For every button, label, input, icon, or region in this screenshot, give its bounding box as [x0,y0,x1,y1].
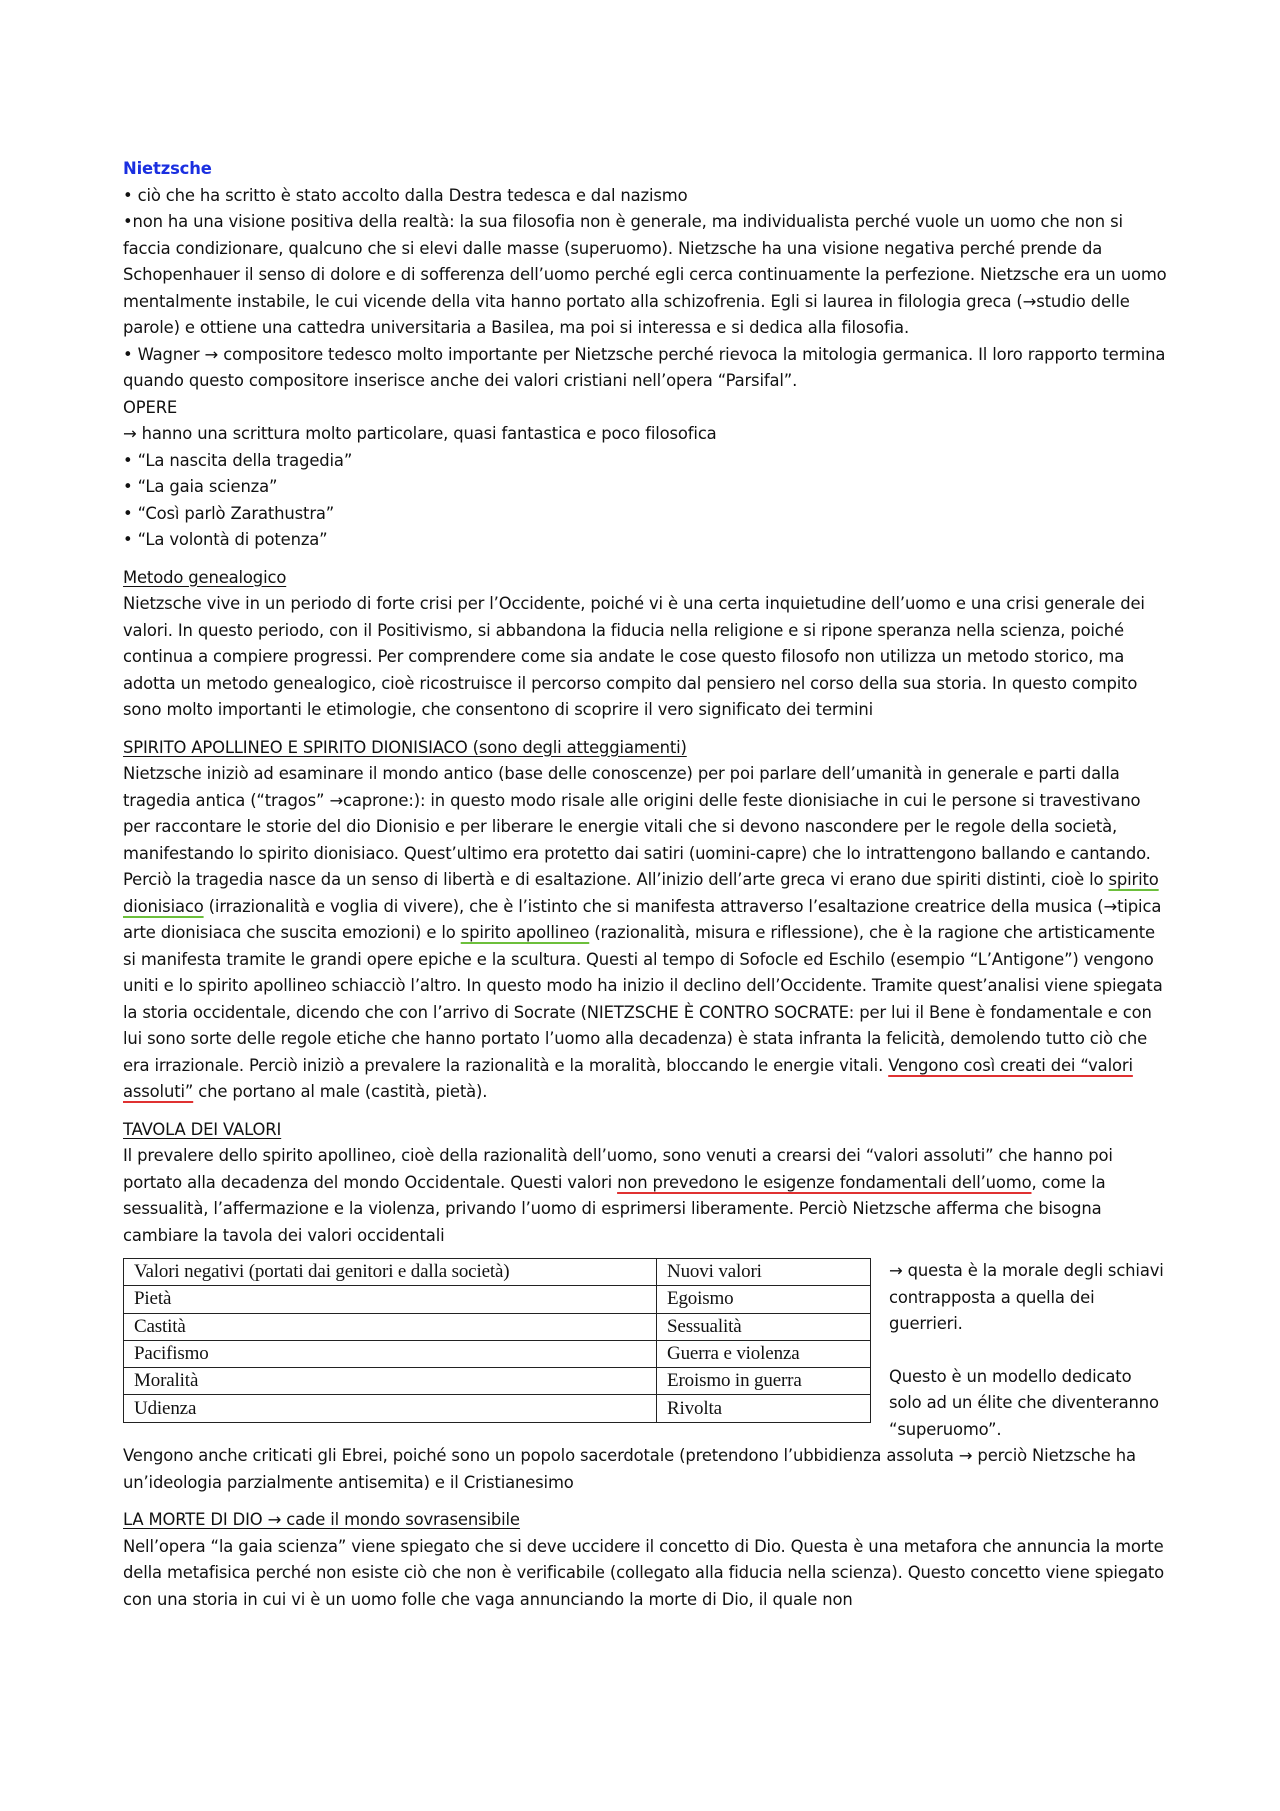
section-heading-morte: LA MORTE DI DIO → cade il mondo sovrasensibile [123,1510,520,1529]
values-table-block [123,1258,1168,1443]
values-table [123,1258,871,1423]
section-heading-spirito: SPIRITO APOLLINEO E SPIRITO DIONISIACO (sono degli atteggiamenti) [123,737,687,757]
table-side-note [889,1258,1168,1443]
table-header-row [124,1259,871,1286]
text-run: (irrazionalità e voglia di vivere), che è l’istinto che si manifesta attraverso l’esaltazione creatrice della musica (→tipica arte dionisiaca che suscita emozioni) e lo [123,896,1162,942]
text-run: , come la sessualità, l’affermazione e la violenza, privando l’uomo di esprimersi liberamente. Perciò Nietzsche afferma che bisogna cambiare la tavola dei valori occidentali [123,1172,1106,1245]
tavola-after-paragraph: Vengono anche criticati gli Ebrei, poiché sono un popolo sacerdotale (pretendono l’ubbidienza assoluta → perciò Nietzsche ha un’ideologia parzialmente antisemita) e il Cristianesimo [123,1446,1136,1492]
table-cell: Guerra e violenza [657,1340,871,1367]
intro-bullet-3: • Wagner → compositore tedesco molto importante per Nietzsche perché rievoca la mitologia germanica. Il loro rapporto termina quando questo compositore inserisce anche dei valori cristiani nell’opera “Parsifal”. [123,344,1166,390]
intro-bullet-1: • ciò che ha scritto è stato accolto dalla Destra tedesca e dal nazismo [123,185,688,205]
table-cell: Egoismo [657,1286,871,1313]
side-note-superuomo: Questo è un modello dedicato solo ad un élite che diventeranno “superuomo”. [889,1366,1159,1439]
text-run: Il prevalere dello spirito apollineo, cioè della razionalità dell’uomo, sono venuti a crearsi dei “valori assoluti” che hanno poi portato alla decadenza del mondo Occidentale. Questi valori [123,1146,1113,1192]
opere-item: • “La volontà di potenza” [123,530,328,549]
table-cell: Pacifismo [124,1340,657,1367]
highlight-esigenze: non prevedono le esigenze fondamentali dell’uomo [617,1172,1032,1192]
section-heading-metodo: Metodo genealogico [123,567,287,587]
table-row [124,1286,871,1313]
table-header-cell: Nuovi valori [657,1259,871,1286]
side-note-morale: → questa è la morale degli schiavi contrapposta a quella dei guerrieri. [889,1261,1164,1333]
text-run: che portano al male (castità, pietà). [193,1082,488,1101]
table-cell: Moralità [124,1368,657,1395]
table-cell: Castità [124,1313,657,1340]
table-cell: Sessualità [657,1313,871,1340]
intro-bullet-2: •non ha una visione positiva della realtà: la sua filosofia non è generale, ma individualista perché vuole un uomo che non si faccia condizionare, qualcuno che si elevi dalle masse (superuomo). Nietzsche ha una visione negativa perché prende da Schopenhauer il senso di dolore e di sofferenza dell’uomo perché egli cerca continuamente la perfezione. Nietzsche era un uomo mentalmente instabile, le cui vicende della vita hanno portato alla schizofrenia. Egli si laurea in filologia greca (→studio delle parole) e ottiene una cattedra universitaria a Basilea, ma poi si interessa e si dedica alla filosofia. [123,212,1167,337]
highlight-spirito-apollineo: spirito apollineo [460,923,590,942]
table-header-cell: Valori negativi (portati dai genitori e dalla società) [124,1259,657,1286]
section-heading-tavola: TAVOLA DEI VALORI [123,1119,282,1139]
highlight-valori-assoluti: Vengono così creati dei “valori assoluti” [123,1055,1133,1101]
morte-paragraph: Nell’opera “la gaia scienza” viene spiegato che si deve uccidere il concetto di Dio. Questa è una metafora che annuncia la morte della metafisica perché non esiste ciò che non è verificabile (collegato alla fiducia nella scienza). Questo concetto viene spiegato con una storia in cui vi è un uomo folle che vaga annunciando la morte di Dio, il quale non [123,1536,1164,1609]
text-run: (razionalità, misura e riflessione), che è la ragione che artisticamente si manifesta tramite le grandi opere epiche e la scultura. Questi al tempo di Sofocle ed Eschilo (esempio “L’Antigone”) vengono uniti e lo spirito apollineo schiacciò l’altro. In questo modo ha inizio il declino dell’Occidente. Tramite quest’analisi viene spiegata la storia occidentale, dicendo che con l’arrivo di Socrate (NIETZSCHE È CONTRO SOCRATE: per lui il Bene è fondamentale e con lui sono sorte delle regole etiche che hanno portato l’uomo alla decadenza) è stata infranta la felicità, demolendo tutto ciò che era irrazionale. Perciò iniziò a prevalere la razionalità e la moralità, bloccando le energie vitali. [123,923,1163,1075]
table-cell: Eroismo in guerra [657,1368,871,1395]
opere-item: • “La gaia scienza” [123,477,278,496]
table-cell: Rivolta [657,1395,871,1422]
table-cell: Pietà [124,1286,657,1313]
spirito-paragraph [123,761,1168,1106]
table-row [124,1395,871,1422]
table-row [124,1313,871,1340]
opere-item: • “La nascita della tragedia” [123,450,353,470]
metodo-paragraph: Nietzsche vive in un periodo di forte crisi per l’Occidente, poiché vi è una certa inquietudine dell’uomo e una crisi generale dei valori. In questo periodo, con il Positivismo, si abbandona la fiducia nella religione e si ripone speranza nella scienza, poiché continua a compiere progressi. Per comprendere come sia andate le cose questo filosofo non utilizza un metodo storico, ma adotta un metodo genealogico, cioè ricostruisce il percorso compito dal pensiero nel corso della sua storia. In questo compito sono molto importanti le etimologie, che consentono di scoprire il vero significato dei termini [123,594,1145,719]
opere-label: OPERE [123,397,178,417]
document-title: Nietzsche [123,159,212,178]
document-page [123,150,1168,1613]
opere-item: • “Così parlò Zarathustra” [123,503,335,523]
table-cell: Udienza [124,1395,657,1422]
table-row [124,1340,871,1367]
opere-note: → hanno una scrittura molto particolare, quasi fantastica e poco filosofica [123,424,717,443]
text-run: Nietzsche iniziò ad esaminare il mondo antico (base delle conoscenze) per poi parlare dell’umanità in generale e parti dalla tragedia antica (“tragos” →caprone:): in questo modo risale alle origini delle feste dionisiache in cui le persone si travestivano per raccontare le storie del dio Dionisio e per liberare le energie vitali che si devono nascondere per le regole della società, manifestando lo spirito dionisiaco. Quest’ultimo era protetto dai satiri (uomini-capre) che lo intrattengono ballando e cantando. Perciò la tragedia nasce da un senso di libertà e di esaltazione. All’inizio dell’arte greca vi erano due spiriti distinti, cioè lo [123,764,1151,889]
table-row [124,1368,871,1395]
tavola-paragraph [123,1143,1168,1249]
highlight-spirito-dionisiaco: spirito dionisiaco [123,870,1159,916]
